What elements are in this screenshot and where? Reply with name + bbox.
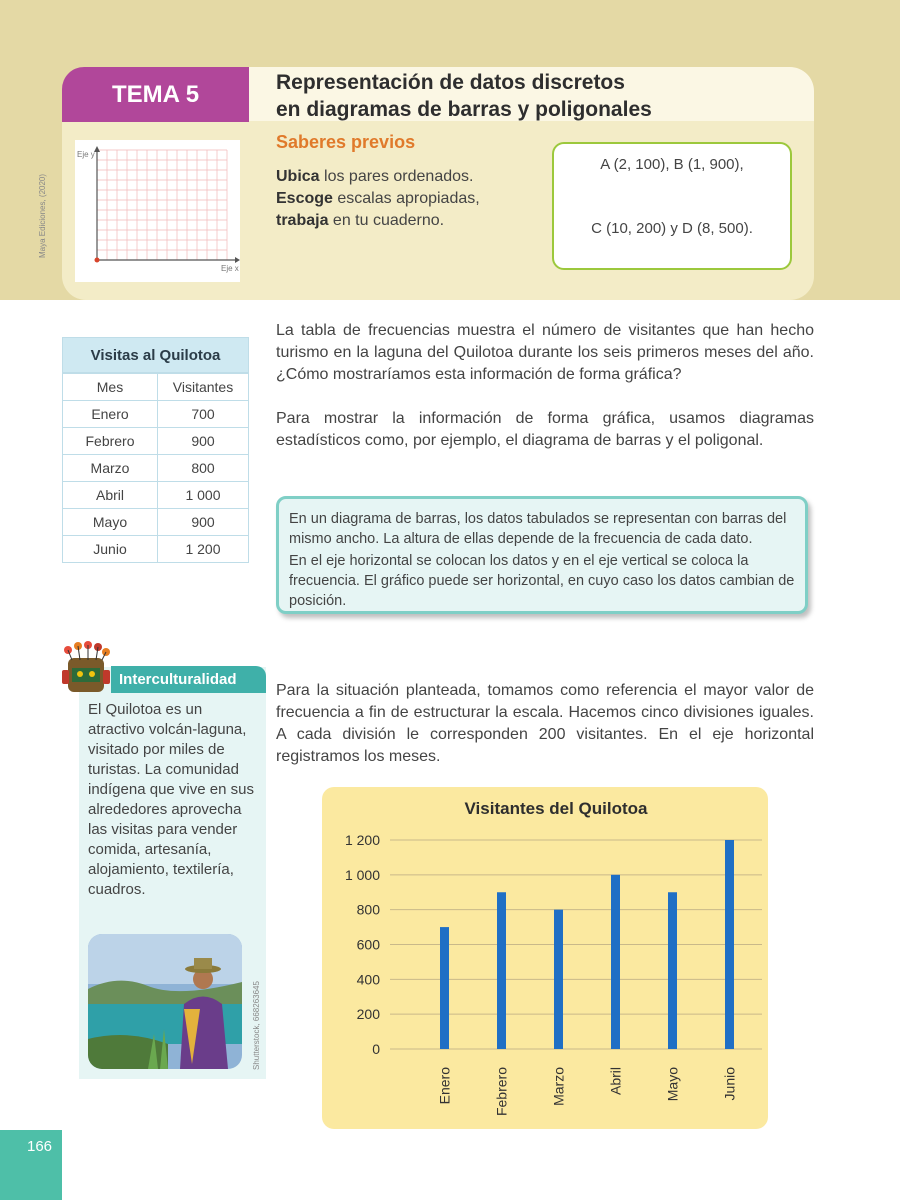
interculturalidad-tab: Interculturalidad bbox=[111, 666, 266, 693]
y-tick-label: 200 bbox=[356, 1006, 380, 1023]
table-row bbox=[63, 455, 249, 482]
table-cell-month: Febrero bbox=[63, 428, 158, 455]
table-body bbox=[62, 373, 249, 563]
table-cell-value: 900 bbox=[158, 509, 249, 536]
mask-icon bbox=[58, 640, 114, 700]
tema-label: TEMA 5 bbox=[62, 67, 249, 122]
table-cell-value: 1 000 bbox=[158, 482, 249, 509]
bar-marzo bbox=[554, 910, 563, 1049]
photo-credit: Shutterstock, 668263645 bbox=[252, 981, 261, 1070]
grid-y-label: Eje y bbox=[77, 150, 95, 159]
bar-abril bbox=[611, 875, 620, 1049]
points-line-2: C (10, 200) y D (8, 500). bbox=[591, 220, 753, 237]
interculturalidad-text: El Quilotoa es un atractivo volcán-laguna, visitado por miles de turistas. La comunidad indígena que vive en sus alrededores aprovecha las visitas para vender comida, artesanía, alojamiento, textilería, cuadros. bbox=[88, 701, 254, 898]
y-tick-label: 0 bbox=[372, 1041, 380, 1057]
definition-box bbox=[276, 496, 808, 614]
table-row bbox=[63, 401, 249, 428]
header-visitantes: Visitantes bbox=[158, 374, 249, 401]
table-row bbox=[63, 428, 249, 455]
grid-svg bbox=[75, 140, 240, 282]
x-tick-label: Junio bbox=[721, 1067, 738, 1101]
table-cell-month: Mayo bbox=[63, 509, 158, 536]
bar-chart bbox=[322, 787, 768, 1129]
intro-paragraph: La tabla de frecuencias muestra el número de visitantes que han hecho turismo en la laguna del Quilotoa durante los seis primeros meses del año. ¿Cómo mostraríamos esta información de forma gráfica? bbox=[276, 322, 814, 383]
lesson-title bbox=[276, 69, 652, 123]
bar-junio bbox=[725, 840, 734, 1049]
table-cell-month: Abril bbox=[63, 482, 158, 509]
y-tick-label: 1 200 bbox=[344, 832, 380, 848]
quilotoa-photo bbox=[88, 934, 242, 1069]
bar-chart-panel bbox=[322, 787, 768, 1129]
bar-enero bbox=[440, 927, 449, 1049]
x-tick-label: Abril bbox=[607, 1067, 624, 1096]
table-cell-value: 800 bbox=[158, 455, 249, 482]
instr-1-bold: Ubica bbox=[276, 168, 320, 185]
photo-illustration bbox=[88, 934, 242, 1069]
y-tick-label: 600 bbox=[356, 936, 380, 953]
situation-paragraph: Para la situación planteada, tomamos como referencia el mayor valor de frecuencia a fin de estructurar la escala. Hacemos cinco divisiones iguales. A cada división le corresponden 200 visitantes. En el eje horizontal registramos los meses. bbox=[276, 682, 814, 765]
table-cell-value: 1 200 bbox=[158, 536, 249, 563]
frequency-table bbox=[62, 337, 249, 563]
x-axis-arrow-icon bbox=[235, 257, 240, 263]
table-row bbox=[63, 482, 249, 509]
table-cell-month: Junio bbox=[63, 536, 158, 563]
instr-2-rest: escalas apropiadas, bbox=[332, 190, 480, 207]
table-cell-value: 900 bbox=[158, 428, 249, 455]
coordinate-grid bbox=[75, 140, 240, 282]
bar-mayo bbox=[668, 892, 677, 1049]
instr-3-bold: trabaja bbox=[276, 212, 329, 229]
instr-3-rest: en tu cuaderno. bbox=[328, 212, 445, 229]
title-line-2: en diagramas de barras y poligonales bbox=[276, 98, 652, 121]
grid-lines bbox=[97, 150, 227, 260]
grid-x-label: Eje x bbox=[221, 264, 239, 273]
chart-title: Visitantes del Quilotoa bbox=[464, 799, 648, 818]
table-row bbox=[63, 509, 249, 536]
table-row bbox=[63, 536, 249, 563]
x-tick-label: Enero bbox=[436, 1067, 453, 1105]
header-mes: Mes bbox=[63, 374, 158, 401]
table-title: Visitas al Quilotoa bbox=[62, 337, 249, 373]
y-tick-label: 1 000 bbox=[344, 866, 380, 883]
page-number: 166 bbox=[27, 1138, 53, 1155]
points-line-1: A (2, 100), B (1, 900), bbox=[600, 156, 744, 173]
instructions bbox=[276, 166, 480, 232]
definition-text-1: En un diagrama de barras, los datos tabulados se representan con barras del mismo ancho. La altura de ellas depende de la frecuencia de cada dato. bbox=[289, 511, 787, 547]
table-cell-month: Marzo bbox=[63, 455, 158, 482]
table-cell-month: Enero bbox=[63, 401, 158, 428]
saberes-previos-heading: Saberes previos bbox=[276, 132, 416, 152]
x-tick-label: Mayo bbox=[664, 1067, 681, 1102]
y-axis-arrow-icon bbox=[94, 146, 100, 152]
bar-febrero bbox=[497, 892, 506, 1049]
y-tick-label: 800 bbox=[356, 901, 380, 918]
x-tick-label: Febrero bbox=[493, 1067, 510, 1117]
x-tick-label: Marzo bbox=[550, 1067, 567, 1106]
table-header-row bbox=[63, 374, 249, 401]
credit-maya: Maya Ediciones, (2020) bbox=[38, 173, 47, 258]
explanation-paragraph: Para mostrar la información de forma gráfica, usamos diagramas estadísticos como, por ejemplo, el diagrama de barras y el poligonal. bbox=[276, 410, 814, 449]
instr-1-rest: los pares ordenados. bbox=[319, 168, 474, 185]
y-tick-label: 400 bbox=[356, 971, 380, 988]
points-box bbox=[552, 142, 792, 270]
title-line-1: Representación de datos discretos bbox=[276, 71, 625, 94]
instr-2-bold: Escoge bbox=[276, 190, 333, 207]
definition-text-2: En el eje horizontal se colocan los datos y en el eje vertical se coloca la frecuencia. El gráfico puede ser horizontal, en cuyo caso los datos cambian de posición. bbox=[289, 553, 795, 609]
table-cell-value: 700 bbox=[158, 401, 249, 428]
origin-dot bbox=[95, 258, 100, 263]
